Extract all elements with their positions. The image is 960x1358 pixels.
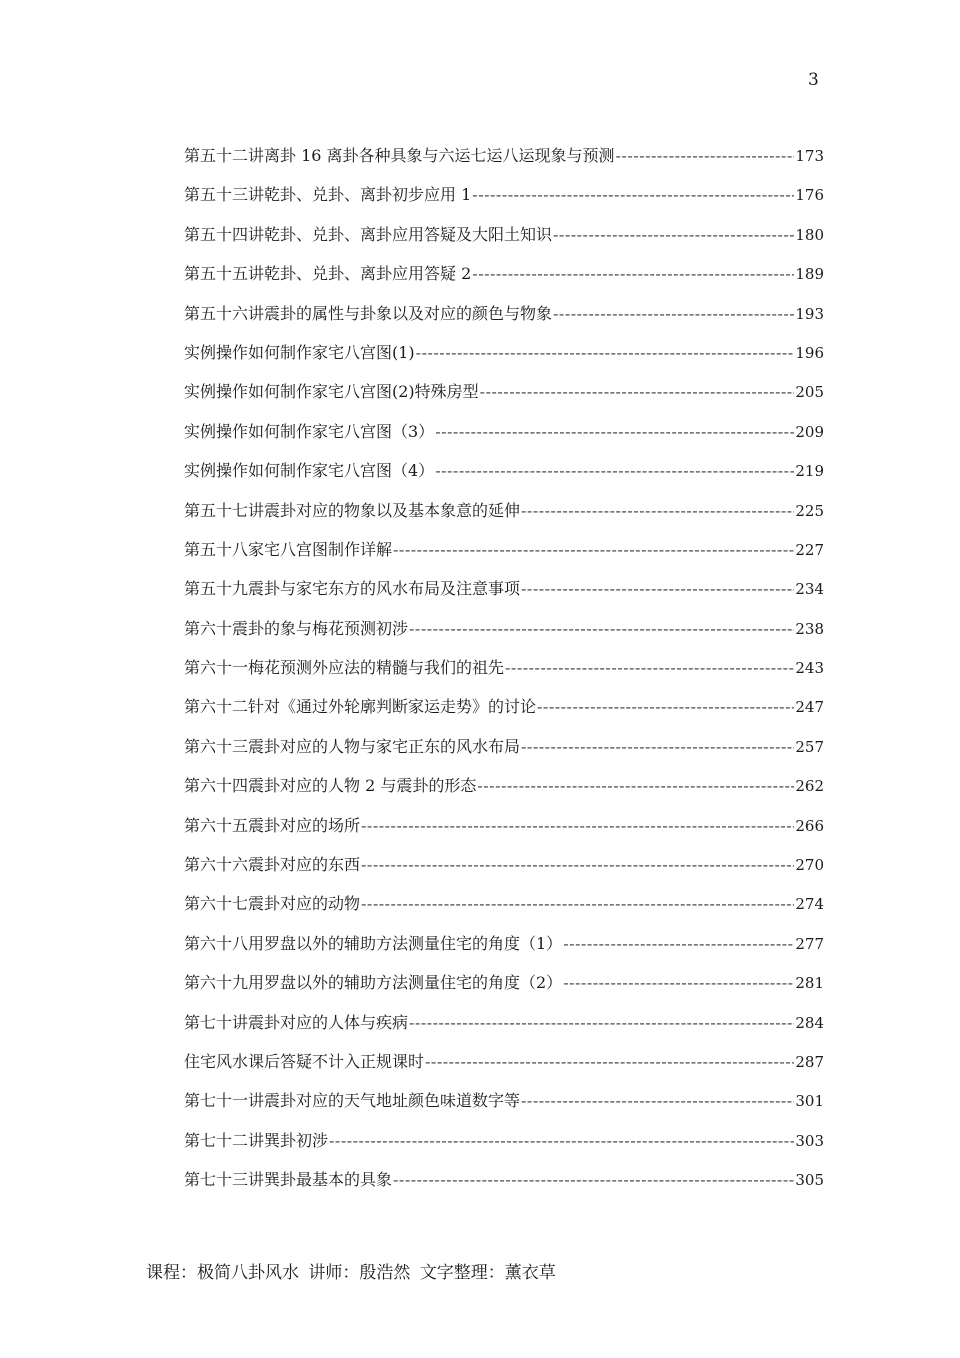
toc-entry[interactable] — [184, 963, 824, 1002]
toc-entry-page: 287 — [795, 1052, 824, 1071]
toc-entry-title: 第五十二讲离卦 16 离卦各种具象与六运七运八运现象与预测 — [184, 146, 615, 165]
toc-leader-dashes — [472, 254, 794, 293]
toc-leader-dashes — [361, 845, 794, 884]
toc-entry[interactable] — [184, 1160, 824, 1199]
toc-leader-dashes — [409, 609, 794, 648]
toc-entry-title: 第五十八家宅八宫图制作详解 — [184, 539, 393, 559]
toc-entry-page: 176 — [795, 186, 824, 205]
toc-entry-page: 262 — [795, 777, 824, 796]
toc-leader-dashes — [505, 648, 794, 687]
toc-entry[interactable] — [184, 372, 824, 411]
toc-entry-title: 第七十一讲震卦对应的天气地址颜色味道数字等 — [184, 1091, 521, 1111]
footer-editor: 文字整理：薰衣草 — [419, 1263, 556, 1283]
toc-leader-dashes — [361, 884, 794, 923]
toc-entry[interactable] — [184, 333, 824, 372]
toc-entry-page: 305 — [795, 1171, 824, 1190]
toc-entry[interactable] — [184, 294, 824, 333]
toc-entry-page: 303 — [795, 1131, 824, 1150]
toc-entry-title: 第五十九震卦与家宅东方的风水布局及注意事项 — [184, 579, 521, 599]
toc-entry[interactable] — [184, 530, 824, 569]
toc-leader-dashes — [477, 766, 794, 805]
toc-entry-title: 第六十二针对《通过外轮廓判断家运走势》的讨论 — [184, 697, 537, 717]
toc-leader-dashes — [472, 175, 794, 214]
footer — [146, 1258, 560, 1283]
toc-entry-page: 173 — [795, 147, 824, 165]
toc-entry-title: 实例操作如何制作家宅八宫图(1) — [184, 342, 415, 362]
toc-entry[interactable] — [184, 215, 824, 254]
toc-entry-title: 第五十四讲乾卦、兑卦、离卦应用答疑及大阳土知识 — [184, 224, 553, 244]
toc-entry[interactable] — [184, 1081, 824, 1120]
toc-entry-title: 第六十四震卦对应的人物 2 与震卦的形态 — [184, 776, 477, 796]
toc-entry-title: 第五十七讲震卦对应的物象以及基本象意的延伸 — [184, 500, 521, 520]
toc-leader-dashes — [361, 806, 794, 845]
toc-leader-dashes — [480, 372, 795, 411]
toc-entry-page: 205 — [795, 383, 824, 402]
toc-entry-page: 281 — [795, 974, 824, 993]
toc-entry-title: 第六十三震卦对应的人物与家宅正东的风水布局 — [184, 736, 521, 756]
toc-entry[interactable] — [184, 1042, 824, 1081]
toc-leader-dashes — [521, 569, 794, 608]
toc-entry-page: 277 — [795, 934, 824, 953]
toc-entry[interactable] — [184, 491, 824, 530]
toc-entry-page: 225 — [795, 501, 824, 520]
toc-entry-title: 第五十三讲乾卦、兑卦、离卦初步应用 1 — [184, 185, 472, 205]
toc-leader-dashes — [393, 1160, 794, 1199]
toc-entry[interactable] — [184, 254, 824, 293]
toc-entry-page: 257 — [795, 737, 824, 756]
toc-entry[interactable] — [184, 884, 824, 923]
toc-entry-title: 实例操作如何制作家宅八宫图（4） — [184, 461, 435, 481]
table-of-contents — [184, 136, 824, 1200]
toc-leader-dashes — [409, 1003, 794, 1042]
toc-entry-page: 196 — [795, 343, 824, 362]
toc-entry[interactable] — [184, 845, 824, 884]
toc-entry[interactable] — [184, 1121, 824, 1160]
toc-leader-dashes — [435, 451, 794, 490]
footer-lecturer: 讲师：殷浩然 — [308, 1263, 411, 1283]
toc-entry-title: 住宅风水课后答疑不计入正规课时 — [184, 1051, 425, 1071]
toc-entry[interactable] — [184, 451, 824, 490]
toc-entry-title: 第六十五震卦对应的场所 — [184, 815, 361, 835]
toc-entry[interactable] — [184, 1003, 824, 1042]
toc-entry[interactable] — [184, 924, 824, 963]
toc-entry-title: 第六十九用罗盘以外的辅助方法测量住宅的角度（2） — [184, 973, 563, 993]
toc-entry-title: 第六十震卦的象与梅花预测初涉 — [184, 618, 409, 638]
toc-leader-dashes — [537, 687, 794, 726]
toc-entry[interactable] — [184, 648, 824, 687]
toc-entry-page: 180 — [795, 225, 824, 244]
toc-entry-page: 266 — [795, 816, 824, 835]
toc-entry-page: 270 — [795, 856, 824, 875]
toc-entry-title: 第七十讲震卦对应的人体与疾病 — [184, 1012, 409, 1032]
toc-entry[interactable] — [184, 806, 824, 845]
toc-leader-dashes — [521, 1081, 794, 1120]
toc-entry-title: 第七十二讲巽卦初涉 — [184, 1130, 329, 1150]
toc-entry-title: 第六十六震卦对应的东西 — [184, 855, 361, 875]
toc-leader-dashes — [329, 1121, 794, 1160]
toc-leader-dashes — [553, 294, 794, 333]
toc-entry-title: 第五十五讲乾卦、兑卦、离卦应用答疑 2 — [184, 264, 472, 284]
toc-leader-dashes — [553, 215, 794, 254]
footer-course: 课程：极简八卦风水 — [146, 1263, 299, 1283]
toc-entry[interactable] — [184, 175, 824, 214]
toc-entry[interactable] — [184, 569, 824, 608]
page-number: 3 — [808, 70, 819, 90]
toc-entry-title: 实例操作如何制作家宅八宫图（3） — [184, 421, 435, 441]
toc-entry-title: 实例操作如何制作家宅八宫图(2)特殊房型 — [184, 382, 479, 402]
toc-entry-page: 219 — [795, 462, 824, 481]
toc-entry-page: 234 — [795, 580, 824, 599]
toc-entry[interactable] — [184, 687, 824, 726]
toc-leader-dashes — [425, 1042, 794, 1081]
toc-leader-dashes — [416, 333, 795, 372]
toc-leader-dashes — [435, 412, 794, 451]
toc-entry-title: 第六十一梅花预测外应法的精髓与我们的祖先 — [184, 658, 505, 678]
toc-entry-title: 第五十六讲震卦的属性与卦象以及对应的颜色与物象 — [184, 303, 553, 323]
toc-entry[interactable] — [184, 412, 824, 451]
toc-entry-page: 274 — [795, 895, 824, 914]
toc-entry-page: 238 — [795, 619, 824, 638]
toc-leader-dashes — [563, 963, 794, 1002]
toc-entry-page: 193 — [795, 304, 824, 323]
toc-entry-page: 301 — [795, 1092, 824, 1111]
toc-entry-page: 247 — [795, 698, 824, 717]
toc-entry-title: 第六十七震卦对应的动物 — [184, 894, 361, 914]
toc-leader-dashes — [616, 136, 795, 175]
toc-leader-dashes — [563, 924, 794, 963]
toc-entry[interactable] — [184, 727, 824, 766]
toc-entry[interactable] — [184, 766, 824, 805]
toc-entry[interactable] — [184, 136, 824, 175]
toc-entry-page: 209 — [795, 422, 824, 441]
toc-entry-page: 227 — [795, 540, 824, 559]
toc-leader-dashes — [393, 530, 794, 569]
toc-entry-page: 243 — [795, 659, 824, 678]
toc-entry-title: 第七十三讲巽卦最基本的具象 — [184, 1170, 393, 1190]
toc-entry-page: 284 — [795, 1013, 824, 1032]
toc-entry-title: 第六十八用罗盘以外的辅助方法测量住宅的角度（1） — [184, 933, 563, 953]
toc-leader-dashes — [521, 491, 794, 530]
toc-entry-page: 189 — [795, 265, 824, 284]
toc-leader-dashes — [521, 727, 794, 766]
toc-entry[interactable] — [184, 609, 824, 648]
